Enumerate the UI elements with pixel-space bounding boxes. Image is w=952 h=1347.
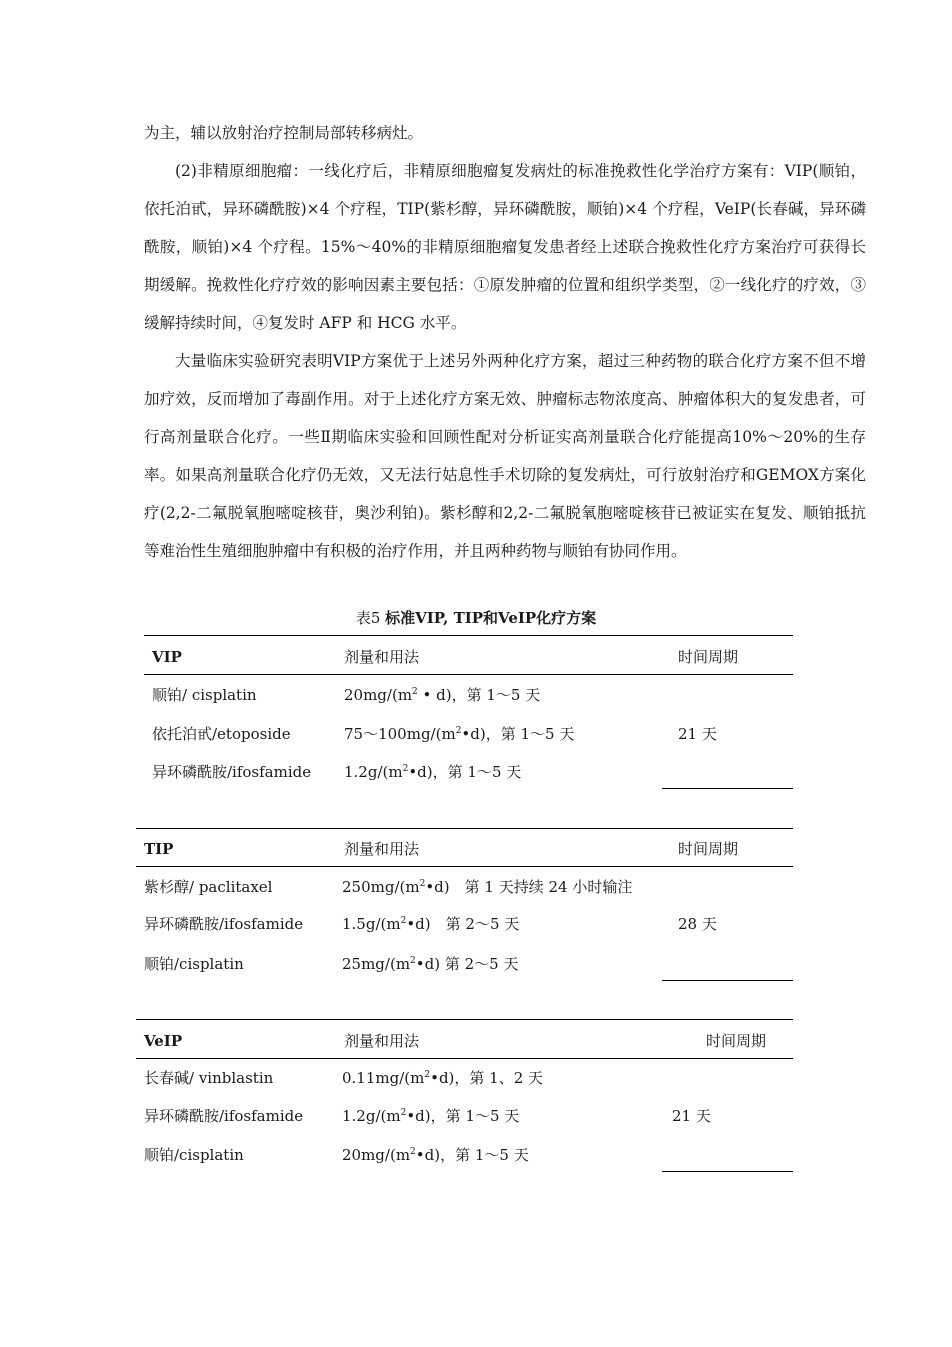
dose-usage: $20mg/(m^2•d)$，第 1～5 天 [342, 1146, 529, 1164]
table-caption [0, 607, 952, 629]
dose-usage: $1.5g/(m^2•d)$ 第 2～5 天 [342, 915, 520, 933]
regimen-name: VIP [152, 648, 182, 666]
cycle-column-header: 时间周期 [678, 648, 739, 666]
dose-column-header: 剂量和用法 [344, 1032, 420, 1050]
dose-usage: $75\sim 100mg/(m^2•d)$，第 1～5 天 [344, 725, 575, 743]
bottom-rule [662, 980, 793, 981]
drug-name: 异环磷酰胺/ifosfamide [144, 1107, 304, 1125]
dose-usage: $1.2g/(m^2•d)$，第 1～5 天 [344, 763, 522, 781]
dose-usage: $1.2g/(m^2•d)$，第 1～5 天 [342, 1107, 520, 1125]
paragraph-nonseminoma: (2)非精原细胞瘤：一线化疗后，非精原细胞瘤复发病灶的标准挽救性化学治疗方案有：VIP(顺铂，依托泊甙，异环磷酰胺)×4 个疗程，TIP(紫杉醇，异环磷酰胺，顺铂)×4 个疗程，VeIP(长春碱，异环磷酰胺，顺铂)×4 个疗程。15%～40%的非精原细胞瘤复发患者经上述联合挽救性化疗方案治疗可获得长期缓解。挽救性化疗疗效的影响因素主要包括：①原发肿瘤的位置和组织学类型，②一线化疗的疗效，③缓解持续时间，④复发时 AFP 和 HCG 水平。 [144, 162, 866, 332]
top-rule [136, 1019, 793, 1020]
dose-column-header: 剂量和用法 [344, 648, 420, 666]
dose-usage: $0.11mg/(m^2•d)$，第 1、2 天 [342, 1069, 544, 1087]
drug-name: 异环磷酰胺/ifosfamide [144, 915, 304, 933]
header-rule [136, 866, 793, 867]
top-rule [144, 635, 793, 636]
header-rule [136, 1058, 793, 1059]
drug-name: 依托泊甙/etoposide [152, 725, 291, 743]
top-rule [136, 828, 793, 829]
header-rule [144, 674, 793, 675]
paragraph-intro: 为主，辅以放射治疗控制局部转移病灶。 [144, 124, 424, 142]
dose-usage: $20mg/(m^2$ • d)，第 1～5 天 [344, 686, 541, 704]
drug-name: 顺铂/cisplatin [144, 955, 244, 973]
table-number: 表5 [355, 609, 381, 627]
drug-name: 顺铂/ cisplatin [152, 686, 257, 704]
regimen-name: VeIP [144, 1032, 183, 1050]
dose-usage: $25mg/(m^2•d)$ 第 2～5 天 [342, 955, 519, 973]
table-title: 标准VIP, TIP和VeIP化疗方案 [385, 609, 597, 627]
cycle-value: 21 天 [678, 725, 717, 743]
cycle-value: 21 天 [672, 1107, 711, 1125]
paragraph-clinical-studies: 大量临床实验研究表明VIP方案优于上述另外两种化疗方案，超过三种药物的联合化疗方案不但不增加疗效，反而增加了毒副作用。对于上述化疗方案无效、肿瘤标志物浓度高、肿瘤体积大的复发患者，可行高剂量联合化疗。一些Ⅱ期临床实验和回顾性配对分析证实高剂量联合化疗能提高10%～20%的生存率。如果高剂量联合化疗仍无效，又无法行姑息性手术切除的复发病灶，可行放射治疗和GEMOX方案化疗(2,2-二氟脱氧胞嘧啶核苷，奥沙利铂)。紫杉醇和2,2-二氟脱氧胞嘧啶核苷已被证实在复发、顺铂抵抗等难治性生殖细胞肿瘤中有积极的治疗作用，并且两种药物与顺铂有协同作用。 [144, 352, 866, 560]
dose-column-header: 剂量和用法 [344, 840, 420, 858]
drug-name: 顺铂/cisplatin [144, 1146, 244, 1164]
regimen-name: TIP [144, 840, 174, 858]
cycle-column-header: 时间周期 [678, 840, 739, 858]
cycle-column-header: 时间周期 [706, 1032, 767, 1050]
cycle-value: 28 天 [678, 915, 717, 933]
drug-name: 长春碱/ vinblastin [144, 1069, 274, 1087]
drug-name: 异环磷酰胺/ifosfamide [152, 763, 312, 781]
bottom-rule [662, 1171, 793, 1172]
dose-usage: $250mg/(m^2•d)$ 第 1 天持续 24 小时输注 [342, 878, 633, 896]
bottom-rule [662, 788, 793, 789]
drug-name: 紫杉醇/ paclitaxel [144, 878, 273, 896]
